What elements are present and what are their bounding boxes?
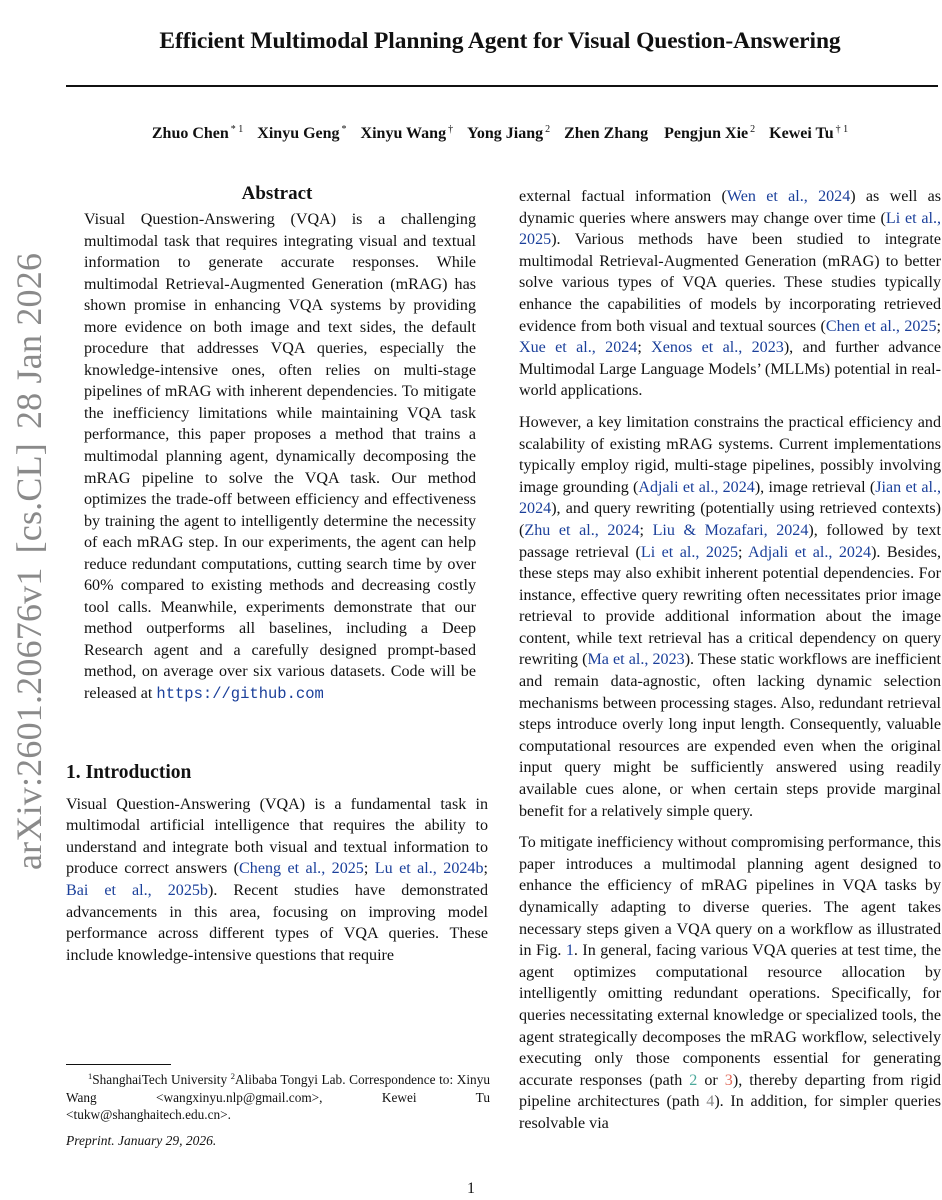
footnote-divider [66, 1064, 171, 1065]
abstract-text: Visual Question-Answering (VQA) is a challenging multimodal task that requires integrating visual and textual information to generate accurate responses. While multimodal Retrieval-Augmented Generation (mRAG) has shown promise in enhancing VQA systems by providing more evidence on both image and text sides, the default procedure that addresses VQA queries, especially the knowledge-intensive ones, often relies on multi-stage pipelines of mRAG with inherent dependencies. To mitigate the inefficiency limitations while maintaining VQA task performance, this paper proposes a method that trains a multimodal planning agent, dynamically decomposing the mRAG pipeline to solve the VQA task. Our method optimizes the trade-off between efficiency and effectiveness by training the agent to intelligently determine the necessity of each mRAG step. In our experiments, the agent can help reduce redundant computations, cutting search time by over 60% compared to existing methods and decreasing costly tool calls. Meanwhile, experiments demonstrate that our method outperforms all baselines, including a Deep Research agent and a carefully designed prompt-based method, on average over six various datasets. Code will be released at https://github.com [84, 211, 476, 704]
intro-paragraph-3: To mitigate inefficiency without compromising performance, this paper introduces a multimodal planning agent designed to enhance the efficiency of mRAG pipelines in VQA tasks by dynamically adapting to diverse queries. The agent takes necessary steps given a VQA query on a workflow as illustrated in Fig. 1. In general, facing various VQA queries at test time, the agent optimizes computational resource allocation by intelligently omitting redundant operations. Specifically, for queries necessitating external knowledge or specialized tools, the agent strategically decomposes the mRAG workflow, selectively executing only those components essential for generating accurate responses (path 2 or 3), thereby departing from rigid pipeline architectures (path 4). In addition, for simpler queries resolvable via [519, 834, 942, 1132]
paper-title: Efficient Multimodal Planning Agent for Visual Question-Answering [159, 28, 841, 54]
path-reference-link[interactable]: 2 [689, 1071, 698, 1089]
citation-link[interactable]: Cheng et al., 2025 [239, 860, 364, 878]
author: Pengjun Xie $^2$ [664, 124, 756, 142]
author-list [60, 124, 940, 143]
author: Xinyu Geng * [257, 124, 347, 142]
citation-link[interactable]: Wen et al., 2024 [726, 188, 851, 205]
intro-paragraph-1-continued: external factual information (Wen et al., 2024) as well as dynamic queries where answers may change over time (Li et al., 2025). Various methods have been studied to integrate multimodal Retrieval-Augmented Generation (mRAG) to better solve various types of VQA queries. These studies typically enhance the capabilities of models by incorporating retrieved evidence from both visual and textual sources (Chen et al., 2025; Xue et al., 2024; Xenos et al., 2023), and further advance Multimodal Large Language Models’ (MLLMs) potential in real-world applications. [519, 188, 942, 400]
author: Zhen Zhang [564, 125, 649, 142]
citation-link[interactable]: Lu et al., 2024b [374, 860, 484, 878]
path-reference-link[interactable]: 4 [706, 1093, 715, 1111]
title-divider [66, 85, 938, 87]
citation-link[interactable]: Adjali et al., 2024 [748, 543, 872, 561]
section-heading-introduction: 1. Introduction [66, 761, 192, 783]
arxiv-id: arXiv:2601.20676v1 [9, 567, 49, 870]
intro-paragraph-2: However, a key limitation constrains the practical efficiency and scalability of existing mRAG systems. Current implementations typically employ rigid, multi-stage pipelines, possibly involving image grounding (Adjali et al., 2024), image retrieval (Jian et al., 2024), and query rewriting (potentially using retrieved contexts) (Zhu et al., 2024; Liu & Mozafari, 2024), followed by text passage retrieval (Li et al., 2025; Adjali et al., 2024). Besides, these steps may also exhibit inherent potential dependencies. For instance, effective query rewriting often necessitates prior image retrieval to provide additional information about the image content, while text retrieval has a critical dependency on query rewriting (Ma et al., 2023). These static workflows are inefficient and remain data-agnostic, often lacking dynamic selection mechanisms between processing stages. Also, redundant retrieval steps introduce overly long input length. Consequently, valuable computational resources are expended even when the original input query might be sufficiently answered using readily available cues alone, or when certain steps provide marginal benefit for a relatively simple query. [519, 413, 941, 820]
author: Zhuo Chen $^{* 1}$ [151, 124, 244, 142]
abstract-heading: Abstract [241, 183, 313, 204]
citation-link[interactable]: Bai et al., 2025b [66, 881, 208, 899]
affiliation-footnote: $^1$ShanghaiTech University $^2$Alibaba Tongyi Lab. Correspondence to: Xinyu Wang <wangxinyu.nlp@gmail.com>, Kewei Tu <tukw@shanghaitech.edu.cn>. [66, 1071, 490, 1123]
arxiv-date: 28 Jan 2026 [9, 252, 49, 430]
citation-link[interactable]: Zhu et al., 2024 [524, 521, 640, 539]
path-reference-link[interactable]: 3 [724, 1071, 733, 1089]
citation-link[interactable]: Li et al., 2025 [519, 209, 942, 249]
citation-link[interactable]: Liu & Mozafari, 2024 [652, 521, 809, 539]
author: Xinyu Wang † [360, 124, 454, 142]
intro-paragraph-1: Visual Question-Answering (VQA) is a fundamental task in multimodal artificial intelligence that requires the ability to understand and integrate both visual and textual information to produce correct answers (Cheng et al., 2025; Lu et al., 2024b; Bai et al., 2025b). Recent studies have demonstrated advancements in this area, focusing on improving model performance across different types of VQA queries. These include knowledge-intensive questions that require [66, 795, 488, 964]
page-number: 1 [467, 1180, 475, 1197]
figure-reference-link[interactable]: 1 [565, 942, 574, 960]
citation-link[interactable]: Ma et al., 2023 [587, 651, 685, 669]
citation-link[interactable]: Adjali et al., 2024 [638, 478, 755, 496]
author: Yong Jiang $^2$ [467, 124, 551, 142]
left-column [66, 180, 488, 966]
author: Kewei Tu $^{\dagger 1}$ [769, 124, 849, 142]
citation-link[interactable]: Xenos et al., 2023 [651, 339, 784, 357]
code-url-link[interactable]: https://github.com [156, 685, 324, 704]
citation-link[interactable]: Jian et al., 2024 [519, 478, 941, 518]
citation-link[interactable]: Xue et al., 2024 [519, 339, 638, 357]
citation-link[interactable]: Chen et al., 2025 [825, 317, 937, 335]
preprint-date: Preprint. January 29, 2026. [66, 1133, 217, 1148]
arxiv-category: [cs.CL] [9, 443, 49, 554]
right-column [519, 186, 941, 1135]
citation-link[interactable]: Li et al., 2025 [640, 543, 739, 561]
